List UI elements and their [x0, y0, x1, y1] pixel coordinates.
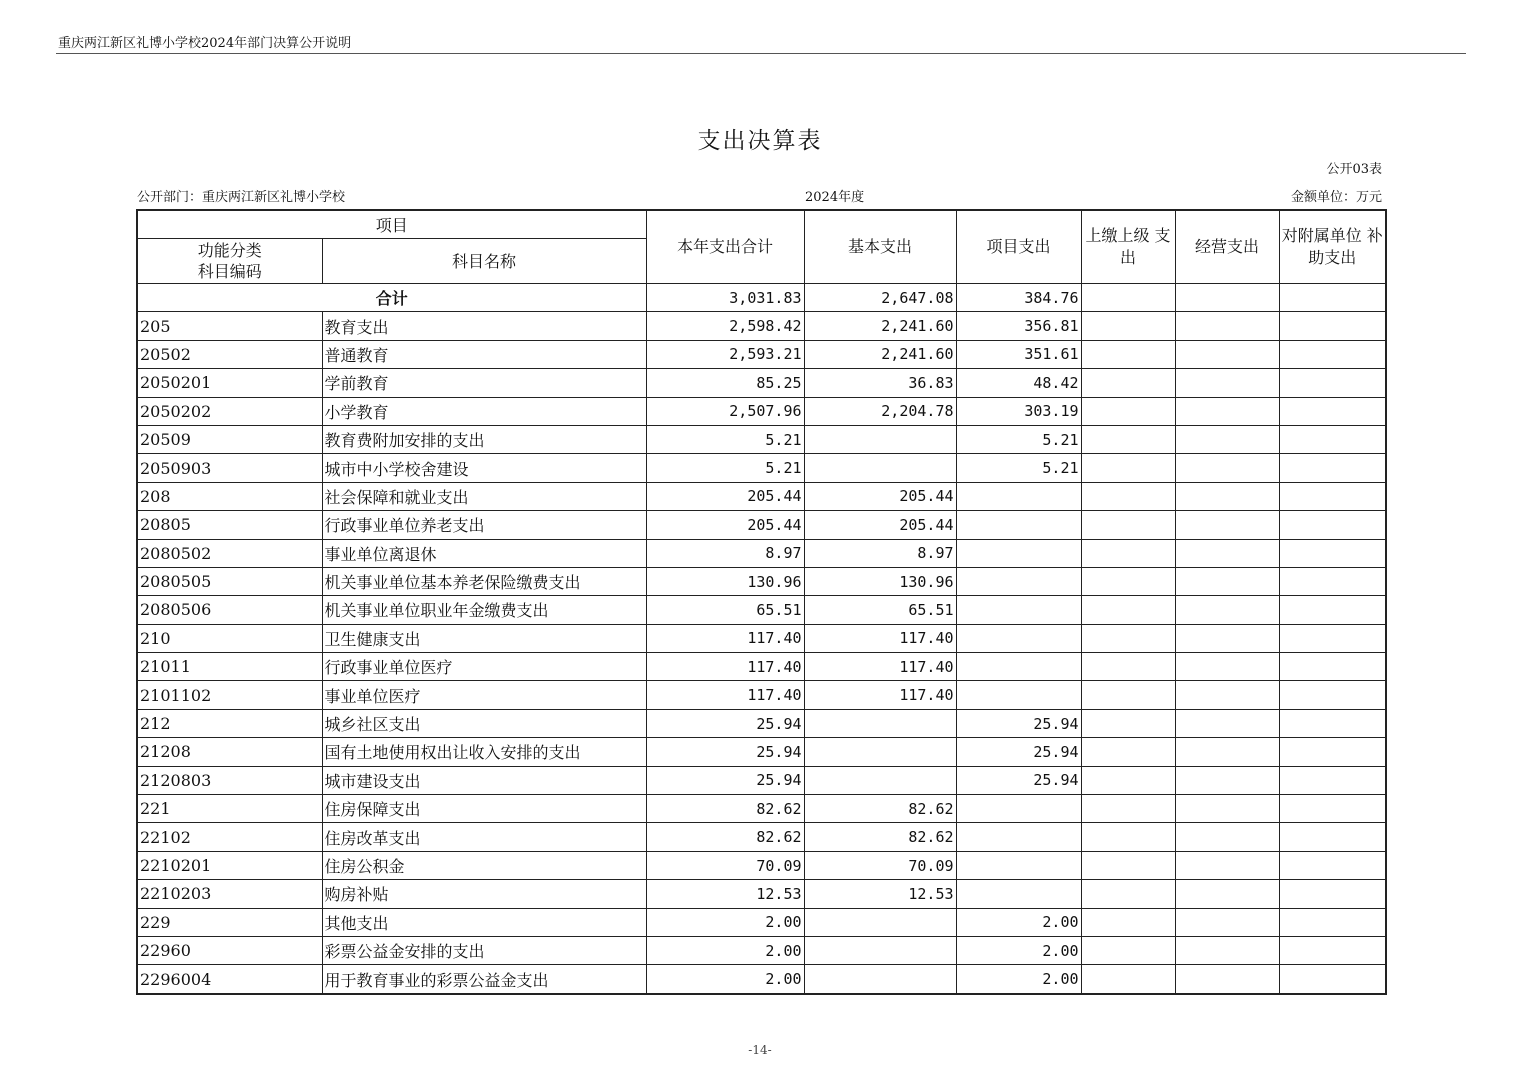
cell-business [1175, 681, 1279, 709]
table-row [137, 539, 1386, 567]
cell-project [956, 823, 1081, 851]
table-row [137, 965, 1386, 994]
cell-code: 2050903 [137, 454, 322, 482]
cell-business [1175, 766, 1279, 794]
cell-basic: 82.62 [804, 823, 956, 851]
cell-business [1175, 369, 1279, 397]
cell-subsidy [1279, 936, 1386, 964]
cell-basic: 130.96 [804, 567, 956, 595]
cell-business [1175, 851, 1279, 879]
cell-name: 国有土地使用权出让收入安排的支出 [322, 738, 646, 766]
cell-total: 8.97 [646, 539, 804, 567]
table-row [137, 511, 1386, 539]
cell-business [1175, 908, 1279, 936]
total-cell-business [1175, 284, 1279, 312]
total-row [137, 284, 1386, 312]
cell-code: 20509 [137, 425, 322, 453]
cell-subsidy [1279, 425, 1386, 453]
cell-upper [1081, 795, 1175, 823]
cell-name: 住房公积金 [322, 851, 646, 879]
cell-subsidy [1279, 709, 1386, 737]
cell-subsidy [1279, 511, 1386, 539]
cell-basic: 36.83 [804, 369, 956, 397]
cell-subsidy [1279, 738, 1386, 766]
cell-basic: 205.44 [804, 511, 956, 539]
cell-upper [1081, 681, 1175, 709]
cell-basic: 70.09 [804, 851, 956, 879]
cell-business [1175, 738, 1279, 766]
cell-code: 20502 [137, 340, 322, 368]
subsidy-header: 对附属单位 补助支出 [1279, 210, 1386, 284]
cell-total: 5.21 [646, 454, 804, 482]
cell-basic [804, 738, 956, 766]
cell-name: 教育费附加安排的支出 [322, 425, 646, 453]
cell-subsidy [1279, 766, 1386, 794]
cell-business [1175, 795, 1279, 823]
document-header-title: 重庆两江新区礼博小学校2024年部门决算公开说明 [58, 36, 352, 51]
cell-business [1175, 596, 1279, 624]
cell-total: 2.00 [646, 908, 804, 936]
cell-code: 2080502 [137, 539, 322, 567]
cell-name: 用于教育事业的彩票公益金支出 [322, 965, 646, 994]
cell-upper [1081, 908, 1175, 936]
cell-code: 2080506 [137, 596, 322, 624]
cell-upper [1081, 766, 1175, 794]
cell-business [1175, 454, 1279, 482]
cell-upper [1081, 965, 1175, 994]
cell-basic: 2,204.78 [804, 397, 956, 425]
table-row [137, 482, 1386, 510]
cell-name: 事业单位医疗 [322, 681, 646, 709]
cell-basic [804, 936, 956, 964]
cell-name: 城市建设支出 [322, 766, 646, 794]
cell-basic [804, 965, 956, 994]
cell-subsidy [1279, 624, 1386, 652]
table-row [137, 681, 1386, 709]
cell-business [1175, 340, 1279, 368]
cell-subsidy [1279, 653, 1386, 681]
cell-project [956, 851, 1081, 879]
table-row [137, 624, 1386, 652]
cell-subsidy [1279, 567, 1386, 595]
cell-code: 210 [137, 624, 322, 652]
cell-project: 25.94 [956, 709, 1081, 737]
cell-total: 117.40 [646, 653, 804, 681]
cell-total: 2.00 [646, 965, 804, 994]
cell-project: 2.00 [956, 908, 1081, 936]
cell-business [1175, 511, 1279, 539]
table-row [137, 567, 1386, 595]
cell-code: 21011 [137, 653, 322, 681]
table-row [137, 397, 1386, 425]
cell-name: 彩票公益金安排的支出 [322, 936, 646, 964]
cell-subsidy [1279, 851, 1386, 879]
cell-subsidy [1279, 340, 1386, 368]
table-row [137, 908, 1386, 936]
cell-code: 212 [137, 709, 322, 737]
year-label: 2024年度 [805, 190, 865, 205]
cell-name: 卫生健康支出 [322, 624, 646, 652]
table-row [137, 312, 1386, 340]
cell-project: 25.94 [956, 766, 1081, 794]
cell-project [956, 482, 1081, 510]
table-row [137, 766, 1386, 794]
cell-total: 25.94 [646, 709, 804, 737]
table-row [137, 596, 1386, 624]
cell-name: 学前教育 [322, 369, 646, 397]
cell-subsidy [1279, 454, 1386, 482]
cell-project [956, 596, 1081, 624]
cell-name: 住房保障支出 [322, 795, 646, 823]
name-header: 科目名称 [322, 239, 646, 284]
cell-name: 城市中小学校舍建设 [322, 454, 646, 482]
upper-header: 上缴上级 支出 [1081, 210, 1175, 284]
cell-business [1175, 312, 1279, 340]
cell-code: 205 [137, 312, 322, 340]
cell-basic: 12.53 [804, 880, 956, 908]
cell-code: 21208 [137, 738, 322, 766]
cell-project [956, 795, 1081, 823]
cell-total: 65.51 [646, 596, 804, 624]
cell-subsidy [1279, 482, 1386, 510]
table-row [137, 823, 1386, 851]
business-header: 经营支出 [1175, 210, 1279, 284]
table-row [137, 454, 1386, 482]
cell-basic [804, 908, 956, 936]
cell-name: 购房补贴 [322, 880, 646, 908]
cell-basic: 2,241.60 [804, 312, 956, 340]
cell-business [1175, 539, 1279, 567]
table-row [137, 653, 1386, 681]
cell-basic: 205.44 [804, 482, 956, 510]
cell-code: 2296004 [137, 965, 322, 994]
cell-project: 2.00 [956, 965, 1081, 994]
cell-business [1175, 709, 1279, 737]
cell-upper [1081, 312, 1175, 340]
cell-business [1175, 567, 1279, 595]
cell-subsidy [1279, 681, 1386, 709]
cell-name: 机关事业单位职业年金缴费支出 [322, 596, 646, 624]
cell-subsidy [1279, 369, 1386, 397]
total-cell-project: 384.76 [956, 284, 1081, 312]
cell-total: 117.40 [646, 624, 804, 652]
cell-upper [1081, 653, 1175, 681]
header-divider [56, 53, 1466, 54]
cell-project: 356.81 [956, 312, 1081, 340]
cell-basic: 8.97 [804, 539, 956, 567]
cell-total: 25.94 [646, 766, 804, 794]
cell-project: 2.00 [956, 936, 1081, 964]
cell-subsidy [1279, 397, 1386, 425]
cell-total: 82.62 [646, 795, 804, 823]
cell-name: 社会保障和就业支出 [322, 482, 646, 510]
table-row [137, 709, 1386, 737]
cell-business [1175, 936, 1279, 964]
cell-name: 行政事业单位养老支出 [322, 511, 646, 539]
cell-business [1175, 425, 1279, 453]
cell-upper [1081, 738, 1175, 766]
cell-subsidy [1279, 312, 1386, 340]
cell-code: 2080505 [137, 567, 322, 595]
total-header: 本年支出合计 [646, 210, 804, 284]
cell-basic: 117.40 [804, 624, 956, 652]
basic-header: 基本支出 [804, 210, 956, 284]
cell-upper [1081, 369, 1175, 397]
cell-project [956, 539, 1081, 567]
cell-code: 2101102 [137, 681, 322, 709]
cell-name: 住房改革支出 [322, 823, 646, 851]
cell-total: 2,593.21 [646, 340, 804, 368]
project-header: 项目支出 [956, 210, 1081, 284]
total-cell-subsidy [1279, 284, 1386, 312]
cell-project: 5.21 [956, 454, 1081, 482]
cell-upper [1081, 709, 1175, 737]
cell-code: 2050201 [137, 369, 322, 397]
table-row [137, 880, 1386, 908]
cell-code: 20805 [137, 511, 322, 539]
cell-code: 2050202 [137, 397, 322, 425]
cell-total: 70.09 [646, 851, 804, 879]
cell-total: 2.00 [646, 936, 804, 964]
cell-upper [1081, 454, 1175, 482]
cell-upper [1081, 880, 1175, 908]
cell-business [1175, 823, 1279, 851]
cell-upper [1081, 539, 1175, 567]
cell-name: 教育支出 [322, 312, 646, 340]
cell-business [1175, 965, 1279, 994]
cell-project: 48.42 [956, 369, 1081, 397]
cell-upper [1081, 823, 1175, 851]
cell-subsidy [1279, 908, 1386, 936]
total-cell-basic: 2,647.08 [804, 284, 956, 312]
cell-basic [804, 709, 956, 737]
table-row [137, 851, 1386, 879]
cell-business [1175, 880, 1279, 908]
cell-subsidy [1279, 596, 1386, 624]
cell-project [956, 567, 1081, 595]
cell-total: 5.21 [646, 425, 804, 453]
cell-basic [804, 454, 956, 482]
cell-upper [1081, 482, 1175, 510]
total-label: 合计 [137, 284, 646, 312]
cell-total: 12.53 [646, 880, 804, 908]
cell-project [956, 653, 1081, 681]
cell-subsidy [1279, 823, 1386, 851]
code-header: 功能分类 科目编码 [137, 239, 322, 284]
cell-business [1175, 653, 1279, 681]
cell-code: 2120803 [137, 766, 322, 794]
cell-upper [1081, 567, 1175, 595]
department-label: 公开部门：重庆两江新区礼博小学校 [137, 190, 346, 205]
cell-code: 22960 [137, 936, 322, 964]
cell-project: 5.21 [956, 425, 1081, 453]
table-row [137, 936, 1386, 964]
cell-code: 22102 [137, 823, 322, 851]
cell-subsidy [1279, 965, 1386, 994]
cell-total: 205.44 [646, 511, 804, 539]
cell-code: 229 [137, 908, 322, 936]
cell-total: 82.62 [646, 823, 804, 851]
cell-total: 25.94 [646, 738, 804, 766]
cell-name: 事业单位离退休 [322, 539, 646, 567]
form-code: 公开03表 [1326, 162, 1382, 177]
cell-total: 117.40 [646, 681, 804, 709]
page-number: -14- [748, 1043, 772, 1057]
cell-upper [1081, 936, 1175, 964]
cell-basic: 82.62 [804, 795, 956, 823]
cell-project [956, 880, 1081, 908]
unit-label: 金额单位：万元 [1290, 190, 1382, 205]
cell-project: 25.94 [956, 738, 1081, 766]
table-row [137, 369, 1386, 397]
cell-upper [1081, 624, 1175, 652]
cell-total: 130.96 [646, 567, 804, 595]
table-row [137, 738, 1386, 766]
cell-basic: 2,241.60 [804, 340, 956, 368]
cell-upper [1081, 851, 1175, 879]
cell-subsidy [1279, 880, 1386, 908]
cell-basic: 65.51 [804, 596, 956, 624]
total-cell-upper [1081, 284, 1175, 312]
cell-project [956, 681, 1081, 709]
cell-project [956, 624, 1081, 652]
total-cell-total: 3,031.83 [646, 284, 804, 312]
cell-project: 303.19 [956, 397, 1081, 425]
cell-subsidy [1279, 795, 1386, 823]
cell-upper [1081, 596, 1175, 624]
cell-subsidy [1279, 539, 1386, 567]
cell-basic: 117.40 [804, 653, 956, 681]
cell-business [1175, 397, 1279, 425]
page-title: 支出决算表 [697, 128, 823, 154]
item-header: 项目 [137, 210, 646, 239]
cell-project [956, 511, 1081, 539]
cell-name: 小学教育 [322, 397, 646, 425]
cell-code: 2210201 [137, 851, 322, 879]
cell-upper [1081, 511, 1175, 539]
cell-basic: 117.40 [804, 681, 956, 709]
cell-name: 行政事业单位医疗 [322, 653, 646, 681]
cell-name: 城乡社区支出 [322, 709, 646, 737]
table-row [137, 340, 1386, 368]
cell-code: 208 [137, 482, 322, 510]
cell-basic [804, 766, 956, 794]
cell-upper [1081, 425, 1175, 453]
cell-upper [1081, 397, 1175, 425]
cell-code: 2210203 [137, 880, 322, 908]
cell-name: 其他支出 [322, 908, 646, 936]
cell-upper [1081, 340, 1175, 368]
table-row [137, 425, 1386, 453]
cell-business [1175, 482, 1279, 510]
cell-project: 351.61 [956, 340, 1081, 368]
expenditure-table [136, 209, 1387, 995]
cell-name: 普通教育 [322, 340, 646, 368]
cell-total: 2,598.42 [646, 312, 804, 340]
cell-name: 机关事业单位基本养老保险缴费支出 [322, 567, 646, 595]
cell-total: 85.25 [646, 369, 804, 397]
cell-code: 221 [137, 795, 322, 823]
cell-total: 2,507.96 [646, 397, 804, 425]
table-row [137, 795, 1386, 823]
cell-basic [804, 425, 956, 453]
cell-business [1175, 624, 1279, 652]
cell-total: 205.44 [646, 482, 804, 510]
